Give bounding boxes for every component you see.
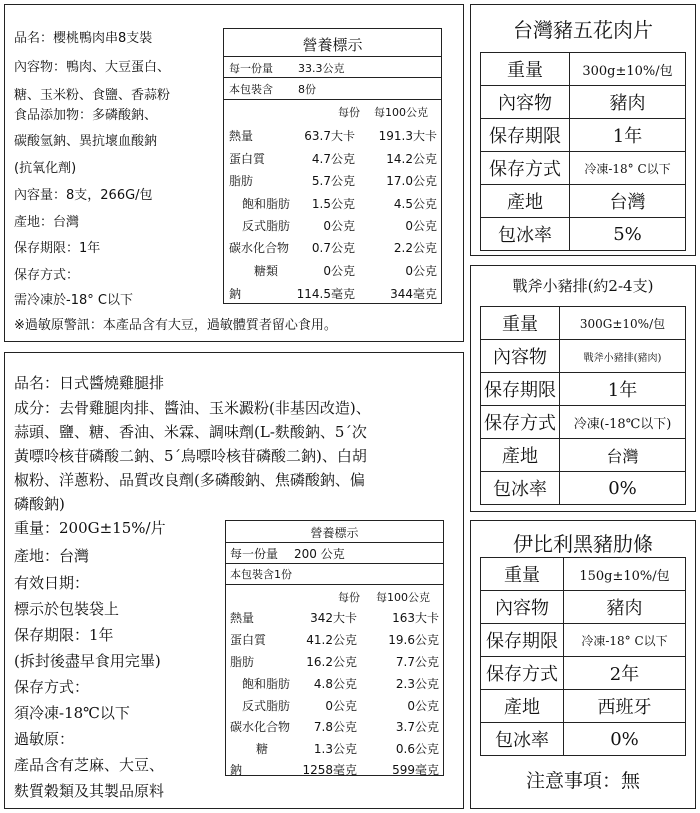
spec-value: 0% xyxy=(560,472,686,505)
spec-value: 冷凍(-18℃以下) xyxy=(560,406,686,439)
chicken-detail-1: 產地：台灣 xyxy=(14,547,90,565)
chicken-row-b: 19.6公克 xyxy=(388,633,439,647)
spec-value: 150g±10%/包 xyxy=(564,558,686,591)
chicken-row-b: 599毫克 xyxy=(392,763,439,777)
spec-value: 冷凍-18° C以下 xyxy=(570,152,686,185)
duck-row-b: 17.0公克 xyxy=(386,174,437,188)
duck-line-9: 保存方式： xyxy=(14,268,80,283)
chicken-row-a: 4.8公克 xyxy=(313,677,357,691)
spec-key: 產地 xyxy=(481,185,570,218)
spec-key: 內容物 xyxy=(481,86,570,119)
spec-value: 300G±10%/包 xyxy=(560,307,686,340)
duck-line-7: 產地：台灣 xyxy=(14,215,80,230)
chicken-row-name: 鈉 xyxy=(230,763,243,777)
chicken-row-name: 反式脂肪 xyxy=(242,699,291,713)
duck-line-6: 內容量：8支，266G/包 xyxy=(14,188,153,203)
pork-belly-table xyxy=(480,52,686,251)
chicken-row-b: 0公克 xyxy=(407,699,439,713)
spec-value: 冷凍-18° C以下 xyxy=(564,624,686,657)
chicken-row-b: 163大卡 xyxy=(392,611,439,625)
duck-row-a: 1.5公克 xyxy=(311,197,355,211)
chicken-row-name: 熱量 xyxy=(230,611,255,625)
spec-key: 保存方式 xyxy=(481,657,564,690)
duck-row-name: 飽和脂肪 xyxy=(242,197,291,211)
duck-row-name: 鈉 xyxy=(229,287,242,301)
duck-col-per-100g: 每100公克 xyxy=(374,106,428,119)
spec-value: 戰斧小豬排(豬肉) xyxy=(560,340,686,373)
duck-row-name: 脂肪 xyxy=(229,174,254,188)
duck-nutrition-table xyxy=(223,28,442,304)
duck-line-4: 碳酸氫鈉、異抗壞血酸鈉 xyxy=(14,134,158,149)
pork-belly-title: 台灣豬五花肉片 xyxy=(513,18,653,42)
duck-row-name: 碳水化合物 xyxy=(229,241,290,255)
chicken-detail-0: 重量：200G±15%/片 xyxy=(14,519,166,537)
chicken-row-b: 7.7公克 xyxy=(395,655,439,669)
chicken-col-per-100g: 每100公克 xyxy=(376,591,430,604)
spec-key: 內容物 xyxy=(481,340,560,373)
duck-line-0: 品名：櫻桃鴨肉串8支裝 xyxy=(14,31,153,46)
spec-key: 重量 xyxy=(481,558,564,591)
duck-row-a: 0公克 xyxy=(323,219,355,233)
chicken-line-0: 品名：日式醬燒雞腿排 xyxy=(14,374,165,392)
chicken-nutrition-title: 營養標示 xyxy=(310,526,359,540)
spec-value: 台灣 xyxy=(570,185,686,218)
chicken-detail-6: 保存方式： xyxy=(14,678,90,696)
chicken-detail-2: 有效日期： xyxy=(14,574,90,592)
chicken-serving-label: 每一份量 xyxy=(230,547,279,561)
chicken-detail-5: (拆封後盡早食用完畢) xyxy=(14,652,161,670)
duck-line-5: (抗氧化劑) xyxy=(14,161,77,176)
spec-value: 2年 xyxy=(564,657,686,690)
spec-value: 1年 xyxy=(570,119,686,152)
duck-line-8: 保存期限：1年 xyxy=(14,241,101,256)
chicken-line-2: 蒜頭、鹽、糖、香油、米霖、調味劑(L-麩酸鈉、5´次 xyxy=(14,423,367,441)
chicken-row-b: 3.7公克 xyxy=(395,720,439,734)
duck-row-a: 5.7公克 xyxy=(311,174,355,188)
spec-value: 1年 xyxy=(560,373,686,406)
iberico-ribs-title: 伊比利黑豬肋條 xyxy=(513,532,653,556)
spec-key: 包冰率 xyxy=(481,218,570,251)
duck-pack-label: 本包裝含 xyxy=(229,83,273,96)
chicken-row-name: 蛋白質 xyxy=(230,633,267,647)
spec-key: 保存期限 xyxy=(481,119,570,152)
iberico-ribs-table xyxy=(480,557,686,756)
spec-key: 內容物 xyxy=(481,591,564,624)
spec-key: 重量 xyxy=(481,307,560,340)
chicken-row-a: 7.8公克 xyxy=(313,720,357,734)
chicken-row-a: 1.3公克 xyxy=(313,742,357,756)
duck-pack-value: 8份 xyxy=(298,83,316,96)
duck-row-a: 4.7公克 xyxy=(311,152,355,166)
chicken-detail-10: 麩質穀類及其製品原料 xyxy=(14,782,165,800)
duck-row-a: 63.7大卡 xyxy=(304,129,355,143)
duck-row-name: 熱量 xyxy=(229,129,254,143)
spec-value: 0% xyxy=(564,723,686,756)
duck-serving-value: 33.3公克 xyxy=(298,62,345,75)
chicken-pack-label: 本包裝含1份 xyxy=(230,568,292,581)
duck-row-a: 114.5毫克 xyxy=(296,287,355,301)
spec-value: 豬肉 xyxy=(564,591,686,624)
duck-line-2: 糖、玉米粉、食鹽、香蒜粉 xyxy=(14,88,171,103)
chicken-row-a: 0公克 xyxy=(325,699,357,713)
spec-value: 豬肉 xyxy=(570,86,686,119)
duck-row-name: 糖類 xyxy=(254,264,279,278)
spec-key: 保存期限 xyxy=(481,373,560,406)
spec-value: 5% xyxy=(570,218,686,251)
chicken-detail-3: 標示於包裝袋上 xyxy=(14,600,120,618)
chicken-detail-8: 過敏原： xyxy=(14,730,75,748)
chicken-col-per-serving: 每份 xyxy=(338,591,360,604)
chicken-row-b: 2.3公克 xyxy=(395,677,439,691)
iberico-note: 注意事項：無 xyxy=(525,770,640,792)
spec-value: 台灣 xyxy=(560,439,686,472)
chicken-line-4: 椒粉、洋蔥粉、品質改良劑(多磷酸鈉、焦磷酸鈉、偏 xyxy=(14,471,365,489)
chicken-row-b: 0.6公克 xyxy=(395,742,439,756)
duck-serving-label: 每一份量 xyxy=(229,62,273,75)
chicken-line-5: 磷酸鈉) xyxy=(14,495,65,513)
duck-allergen-warning: ※過敏原警訊：本產品含有大豆，過敏體質者留心食用。 xyxy=(14,318,337,333)
duck-row-b: 344毫克 xyxy=(390,287,437,301)
chicken-row-name: 飽和脂肪 xyxy=(242,677,291,691)
duck-row-a: 0公克 xyxy=(323,264,355,278)
duck-col-per-serving: 每份 xyxy=(338,106,360,119)
chicken-row-a: 41.2公克 xyxy=(306,633,357,647)
chicken-nutrition-table xyxy=(225,520,444,776)
duck-row-b: 191.3大卡 xyxy=(378,129,437,143)
duck-line-10: 需冷凍於-18° C以下 xyxy=(14,293,133,308)
chicken-row-name: 糖 xyxy=(256,742,269,756)
spec-key: 保存方式 xyxy=(481,152,570,185)
spec-key: 保存方式 xyxy=(481,406,560,439)
spec-key: 保存期限 xyxy=(481,624,564,657)
duck-row-a: 0.7公克 xyxy=(311,241,355,255)
duck-line-3: 食品添加物：多磷酸鈉、 xyxy=(14,108,158,123)
duck-row-b: 14.2公克 xyxy=(386,152,437,166)
duck-row-b: 2.2公克 xyxy=(393,241,437,255)
chicken-detail-9: 產品含有芝麻、大豆、 xyxy=(14,756,165,774)
spec-value: 西班牙 xyxy=(564,690,686,723)
chicken-detail-4: 保存期限：1年 xyxy=(14,626,114,644)
duck-row-b: 0公克 xyxy=(405,264,437,278)
chicken-row-a: 16.2公克 xyxy=(306,655,357,669)
chicken-serving-value: 200 公克 xyxy=(294,547,345,561)
duck-nutrition-title: 營養標示 xyxy=(302,36,363,54)
spec-value: 300g±10%/包 xyxy=(570,53,686,86)
chicken-row-name: 脂肪 xyxy=(230,655,255,669)
tomahawk-table xyxy=(480,306,686,505)
chicken-row-a: 1258毫克 xyxy=(302,763,357,777)
spec-key: 包冰率 xyxy=(481,472,560,505)
duck-row-b: 0公克 xyxy=(405,219,437,233)
duck-line-1: 內容物：鴨肉、大豆蛋白、 xyxy=(14,60,171,75)
chicken-detail-7: 須冷凍-18℃以下 xyxy=(14,704,130,722)
chicken-row-name: 碳水化合物 xyxy=(230,720,291,734)
chicken-line-3: 黃嘌呤核苷磷酸二鈉、5´鳥嘌呤核苷磷酸二鈉)、白胡 xyxy=(14,447,367,465)
spec-key: 產地 xyxy=(481,439,560,472)
duck-row-name: 蛋白質 xyxy=(229,152,266,166)
duck-row-b: 4.5公克 xyxy=(393,197,437,211)
spec-key: 重量 xyxy=(481,53,570,86)
chicken-line-1: 成分：去骨雞腿肉排、醬油、玉米澱粉(非基因改造)、 xyxy=(14,399,371,417)
tomahawk-title: 戰斧小豬排(約2-4支) xyxy=(512,277,654,295)
spec-key: 包冰率 xyxy=(481,723,564,756)
spec-key: 產地 xyxy=(481,690,564,723)
chicken-row-a: 342大卡 xyxy=(310,611,357,625)
duck-row-name: 反式脂肪 xyxy=(242,219,291,233)
